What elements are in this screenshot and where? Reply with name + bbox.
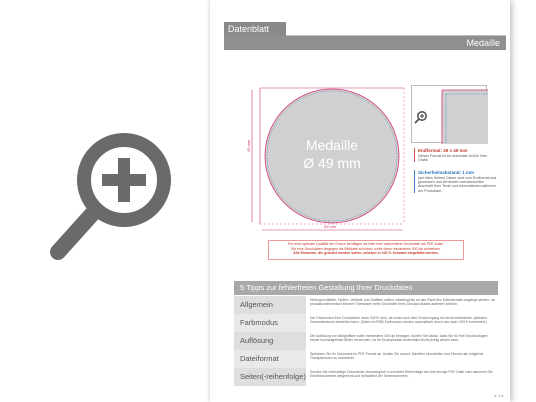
zoom-in-icon[interactable] <box>44 128 176 270</box>
datasheet-page <box>210 0 510 402</box>
tip-label: Auflösung <box>234 332 306 350</box>
medal-diameter: Ø 49 mm <box>303 155 361 171</box>
tip-label: Allgemein <box>234 296 306 314</box>
sheet-top-strip <box>210 0 510 12</box>
tip-row <box>234 332 498 350</box>
endformat-note <box>414 148 498 162</box>
tip-text: Der Farbmodus Ihrer Druckdaten muss CMYK sein, da sonst nach dem Druckvorgang ein leicht veränderter, optischer Gesamteindruck entstehen kann. (Daten im RGB-Farbmodus werden automatisch durch uns nach CMYK konvertiert.) <box>310 316 488 325</box>
tip-label: Farbmodus <box>234 314 306 332</box>
tip-text: Senden Sie mehrseitige Dokumente chronologisch in korrekter Reihenfolge als eine einzige PDF-Datei oder sammeln Sie Einzeldokumente zeitgerecht und fortlaufend der Seitennummern. <box>310 370 493 379</box>
corner-detail-inset <box>411 85 487 143</box>
tip-row <box>234 368 498 386</box>
tip-row <box>234 350 498 368</box>
engraving-warning <box>268 240 464 260</box>
safety-title: Sicherheitsabstand: 1 mm <box>418 170 475 175</box>
dim-width-label: 49 mm <box>324 224 337 229</box>
warning-line-3: Alle Elemente, die graviert werden sollen, müssen in 100 % Schwarz eingefärbt werden. <box>293 251 439 256</box>
tips-table <box>234 296 498 386</box>
tip-text: Die Auflösung von Bildgrafiken sollte mindestens 300 dpi betragen. Achten Sie darauf, dass Sie für Ihre Druckvorlagen immer hochaufgelöste Bilder verwenden, da Ihr Druckprodukt andernfalls leicht pixelig wirken kann. <box>310 334 488 343</box>
zoom-in-icon-small <box>414 110 428 124</box>
medal-drawing <box>246 82 408 234</box>
warning-line-1: Für eine optimale Qualität der Gravur benötigen wir bitte eine vektorisierte Druckdatei als PDF-Datei. <box>287 242 444 246</box>
page-number: s. 1/1 <box>494 393 504 398</box>
tip-label: Seiten(-reihenfolge) <box>234 368 306 386</box>
product-banner: Medaille <box>224 36 506 50</box>
medal-label: Medaille <box>305 137 359 153</box>
safety-margin-note <box>414 170 498 193</box>
tip-text: Speichern Sie Ihr Dokument im PDF Format ab. Achten Sie darauf, Schriften einzubetten und Ebenen als möglichst Transparenzen zu reduzieren. <box>310 352 484 361</box>
dim-height-label: 49 mm <box>246 139 251 152</box>
tip-row <box>234 296 498 314</box>
endformat-title: Endformat: 49 x 49 mm <box>418 148 468 153</box>
safety-text: (auf allen Seiten) Dieser wird vom Endformat aus gemessen und verhindert unerwünschten Anschnitt Ihrer Texte und Informationen während der Produktion. <box>418 175 497 193</box>
tips-header: 5 Tipps zur fehlerfreien Gestaltung Ihrer Druckdaten <box>234 281 498 295</box>
tip-text: Hintergrundbilder, Farben, Verläufe und Grafiken sollten unbedingt bis an den Rand des Datenformats angelegt werden, da produktionstechnisch kleinere Toleranzen beim Schneiden Ihres Druckproduktes auftreten können. <box>310 298 495 307</box>
warning-line-2: Sie eine Druckdaten hingegen als Bilddatei schicken, sollte diese mindestens 300 dpi aufweisen. <box>291 246 441 251</box>
tip-row <box>234 314 498 332</box>
endformat-text: Dieses Format ist für maximale Größe Ihrer Grafik. <box>418 153 488 162</box>
tip-label: Dateiformat <box>234 350 306 368</box>
sheet-title: Datenblatt <box>224 22 286 36</box>
